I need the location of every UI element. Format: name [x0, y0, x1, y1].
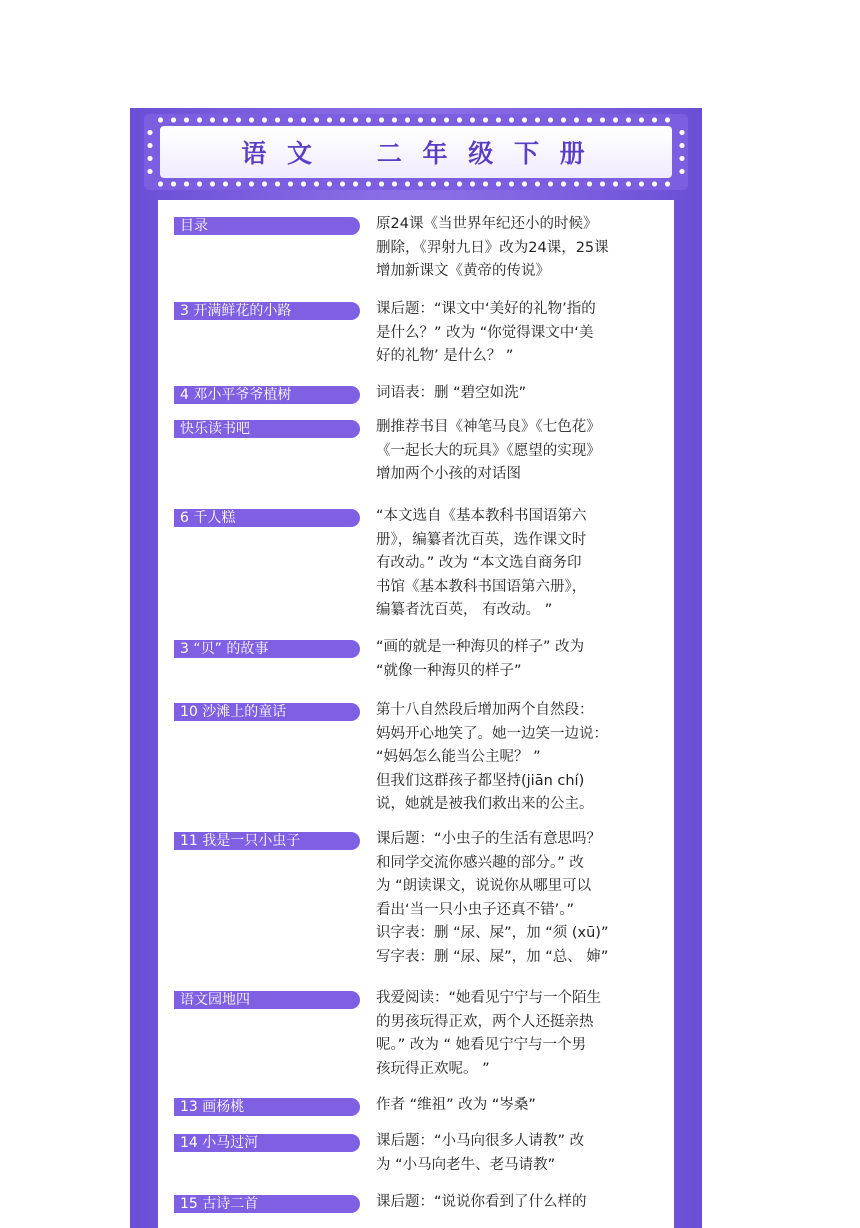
description-line: 课后题：“小虫子的生活有意思吗？ [376, 831, 602, 847]
description-line: 妈妈开心地笑了。她一边笑一边说： [376, 725, 608, 742]
description-line: “画的就是一种海贝的样子” 改为 [376, 639, 585, 655]
lesson-tag: 3 “贝” 的故事 [174, 640, 360, 658]
description-line: 册》，编纂者沈百英，选作课文时 [376, 531, 587, 548]
description-line: 的男孩玩得正欢，两个人还挺亲热 [376, 1013, 594, 1030]
description-line: 识字表：删 “尿、屎”，加 “须 (xū)” [376, 925, 609, 941]
title-marquee [144, 114, 688, 190]
description-line: 词语表：删 “碧空如洗” [376, 385, 527, 401]
description-line: 好的礼物’ 是什么？ ” [376, 348, 514, 364]
description-line: 增加两个小孩的对话图 [376, 466, 521, 482]
description-line: 孩玩得正欢呢。 ” [376, 1060, 490, 1077]
description-line: 增加新课文《黄帝的传说》 [376, 263, 550, 279]
description-line: 是什么？” 改为 “你觉得课文中‘美 [376, 324, 594, 341]
change-description [376, 1094, 668, 1118]
description-line: 《一起长大的玩具》《愿望的实现》 [376, 442, 601, 459]
change-description [376, 382, 668, 406]
description-line: 为 “朗读课文，说说你从哪里可以 [376, 878, 592, 894]
description-line: 课后题：“说说你看到了什么样的 [376, 1194, 587, 1210]
marquee-lights-left [147, 126, 153, 178]
change-description [376, 699, 668, 817]
description-line: 删除，《羿射九日》改为24课，25课 [376, 239, 609, 256]
lesson-tag: 快乐读书吧 [174, 420, 360, 438]
description-line: 有改动。” 改为 “本文选自商务印 [376, 555, 582, 571]
lesson-tag: 15 古诗二首 [174, 1195, 360, 1213]
lesson-tag: 10 沙滩上的童话 [174, 703, 360, 721]
description-line: 书馆《基本教科书国语第六册》， [376, 578, 587, 595]
change-description [376, 416, 668, 487]
description-line: 但我们这群孩子都坚持(jiān chí) [376, 772, 585, 789]
description-line: 为 “小马向老牛、老马请教” [376, 1156, 556, 1173]
lesson-tag: 3 开满鲜花的小路 [174, 302, 360, 320]
page-title: 语 文 二 年 级 下 册 [241, 139, 591, 168]
poster [130, 108, 702, 1228]
change-description [376, 828, 668, 969]
change-description [376, 298, 668, 369]
change-description [376, 1191, 668, 1215]
description-line: 删推荐书目《神笔马良》《七色花》 [376, 419, 601, 435]
change-description [376, 505, 668, 623]
description-line: “妈妈怎么能当公主呢？ ” [376, 749, 541, 765]
lesson-tag: 4 邓小平爷爷植树 [174, 386, 360, 404]
description-line: 呢。” 改为 “ 她看见宁宁与一个男 [376, 1037, 587, 1053]
lesson-tag: 目录 [174, 217, 360, 235]
change-description [376, 636, 668, 683]
description-line: 写字表：删 “尿、屎”，加 “总、 婶” [376, 948, 609, 965]
lesson-tag: 11 我是一只小虫子 [174, 832, 360, 850]
change-description [376, 213, 668, 284]
description-line: 课后题：“小马向很多人请教” 改 [376, 1133, 585, 1149]
marquee-lights-right [679, 126, 685, 178]
change-description [376, 1130, 668, 1177]
changes-list [158, 200, 674, 1228]
description-line: 第十八自然段后增加两个自然段： [376, 702, 594, 718]
marquee-lights-bottom [154, 181, 678, 187]
description-line: 原24课《当世界年纪还小的时候》 [376, 216, 598, 232]
description-line: 说，她就是被我们救出来的公主。 [376, 796, 594, 812]
description-line: 我爱阅读：“她看见宁宁与一个陌生 [376, 990, 602, 1006]
marquee-lights-top [154, 117, 678, 123]
description-line: 课后题：“课文中‘美好的礼物’指的 [376, 301, 596, 317]
description-line: “本文选自《基本教科书国语第六 [376, 508, 587, 524]
lesson-tag: 14 小马过河 [174, 1134, 360, 1152]
description-line: 编纂者沈百英， 有改动。 ” [376, 602, 553, 618]
description-line: 和同学交流你感兴趣的部分。” 改 [376, 854, 584, 871]
lesson-tag: 语文园地四 [174, 991, 360, 1009]
change-description [376, 987, 668, 1081]
lesson-tag: 13 画杨桃 [174, 1098, 360, 1116]
title-box [160, 126, 672, 178]
description-line: 看出‘当一只小虫子还真不错’。” [376, 901, 574, 918]
lesson-tag: 6 千人糕 [174, 509, 360, 527]
description-line: “就像一种海贝的样子” [376, 662, 522, 679]
description-line: 作者 “维祖” 改为 “岑桑” [376, 1097, 536, 1113]
